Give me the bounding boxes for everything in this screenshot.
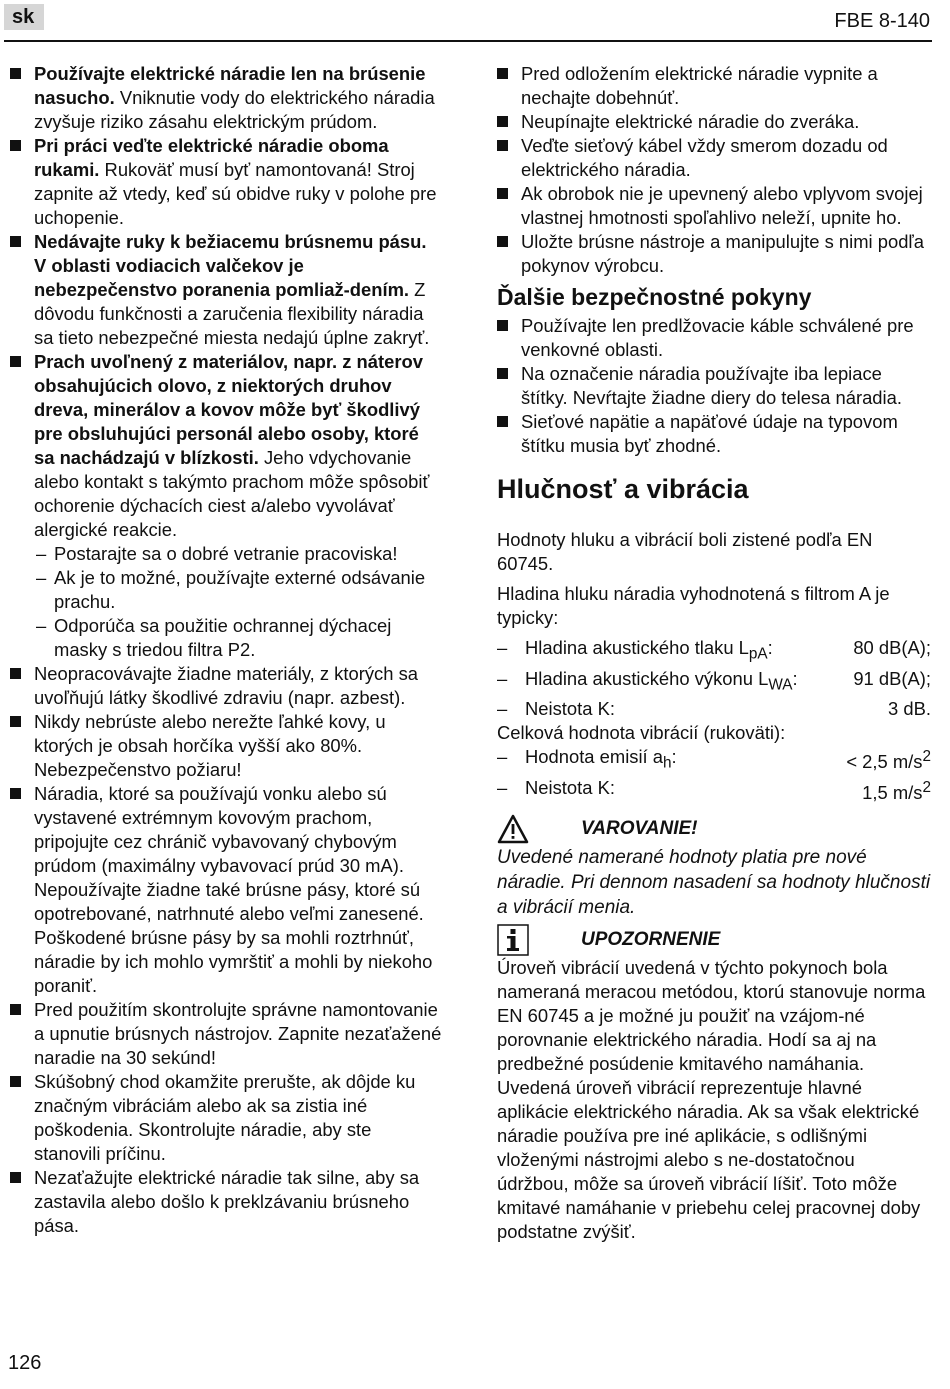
row-value: 80 dB(A); [853, 637, 931, 658]
value-row [497, 667, 931, 698]
header-rule [4, 40, 932, 42]
paragraph: Hladina hluku náradia vyhodnotená s filtrom A je typicky: [497, 583, 890, 628]
list-item: Skúšobný chod okamžite prerušte, ak dôjde ku značným vibráciám alebo ak sa zistia iné poškodenia. Skontrolujte náradie, aby ste stanovili príčinu. [10, 1070, 442, 1166]
list-item: Pred použitím skontrolujte správne namontovanie a upnutie brúsnych nástrojov. Zapnite nezaťažené naradie na 30 sekúnd! [10, 998, 442, 1070]
section-heading-noise: Hlučnosť a vibrácia [497, 474, 749, 504]
model-name: FBE 8-140 [834, 10, 930, 32]
right-column [497, 62, 931, 1244]
row-label: – Hodnota emisií $a_h$: [525, 746, 677, 773]
page-number: 126 [8, 1352, 42, 1374]
row-label: – Hladina akustického tlaku $L_{pA}$: [525, 637, 773, 663]
list-item: Nikdy nebrúste alebo nerežte ľahké kovy, u ktorých je obsah horčíka vyšší ako 80%. Nebezpečenstvo požiaru! [10, 710, 442, 782]
left-column [10, 62, 442, 1238]
list-item: Prach uvoľnený z materiálov, napr. z náterov obsahujúcich olovo, z niektorých druhov dreva, minerálov a kovov môže byť škodlivý pre obsluhujúci personál alebo osoby, ktoré sa nachádzajú v blízkosti. Jeho vdychovanie alebo kontakt s takýmto prachom môže spôsobiť ochorenie dýchacích ciest a/alebo vyvolávať alergické reakcie. [10, 350, 442, 542]
list-item: Sieťové napätie a napäťové údaje na typovom štítku musia byť zhodné. [497, 410, 931, 458]
row-label: – Neistota K: [525, 698, 615, 720]
dash-item: – Odporúča sa použitie ochrannej dýchacej masky s triedou filtra P2. [10, 614, 442, 662]
list-item: Pred odložením elektrické náradie vypnite a nechajte dobehnúť. [497, 62, 931, 110]
row-label: – Hladina akustického výkonu $L_{WA}$: [525, 667, 798, 694]
info-title: UPOZORNENIE [581, 929, 721, 951]
paragraph: Celková hodnota vibrácií (rukoväti): [497, 722, 786, 744]
list-item: Používajte elektrické náradie len na brúsenie nasucho. Vniknutie vody do elektrického náradia zvyšuje riziko zásahu elektrickým prúdom. [10, 62, 442, 134]
info-text: Úroveň vibrácií uvedená v týchto pokynoch bola nameraná meracou metódou, ktorú stanovuje norma EN 60745 a je možné ju použiť na vzájom-né porovnanie elektrického náradia. Hodí sa aj na predbežné posúdenie kmitavého namáhania. Uvedená úroveň vibrácií reprezentuje hlavné aplikácie elektrického náradia. Ak sa však elektrické náradie používa pre iné aplikácie, s odlišnými vloženými nástrojmi alebo s ne-dostatočnou údržbou, môže sa úroveň vibrácií líšiť. Toto môže kmitavé namáhanie v priebehu celej pracovnej doby podstatne zvýšiť. [497, 957, 926, 1243]
info-icon [497, 924, 529, 956]
row-value: < 2,5 $m/s^2$ [846, 748, 931, 773]
row-value: 91 dB(A); [853, 667, 931, 689]
list-item: Veďte sieťový kábel vždy smerom dozadu od elektrického náradia. [497, 134, 931, 182]
list-item: Pri práci veďte elektrické náradie oboma rukami. Rukoväť musí byť namontovaná! Stroj zapnite až vtedy, keď sú obidve ruky v polohe pre uchopenie. [10, 134, 442, 230]
language-tag: sk [4, 4, 44, 30]
warning-title: VAROVANIE! [581, 818, 698, 840]
list-item: Uložte brúsne nástroje a manipulujte s nimi podľa pokynov výrobcu. [497, 230, 931, 278]
warning-header [497, 813, 931, 845]
list-item: Ak obrobok nie je upevnený alebo vplyvom svojej vlastnej hmotnosti spoľahlivo neleží, upnite ho. [497, 182, 931, 230]
list-item: Neopracovávajte žiadne materiály, z ktorých sa uvoľňujú látky škodlivé zdraviu (napr. azbest). [10, 662, 442, 710]
section-heading-safety: Ďalšie bezpečnostné pokyny [497, 284, 812, 310]
value-row [497, 776, 931, 805]
warning-text: Uvedené namerané hodnoty platia pre nové náradie. Pri dennom nasadení sa hodnoty hlučnosti a vibrácií menia. [497, 847, 931, 919]
list-item: Nezaťažujte elektrické náradie tak silne, aby sa zastavila alebo došlo k preklzávaniu brúsneho pása. [10, 1166, 442, 1238]
paragraph: Hodnoty hluku a vibrácií boli zistené podľa EN 60745. [497, 529, 873, 574]
dash-item: – Postarajte sa o dobré vetranie pracoviska! [10, 542, 442, 566]
list-item: Nedávajte ruky k bežiacemu brúsnemu pásu. V oblasti vodiacich valčekov je nebezpečenstvo poranenia pomliaž-dením. Z dôvodu funkčnosti a zaručenia flexibility náradia sa tieto nebezpečné miesta nedajú úplne zakryť. [10, 230, 442, 350]
value-row [497, 697, 931, 721]
row-label: – Neistota K: [525, 777, 615, 799]
list-item: Na označenie náradia používajte iba lepiace štítky. Nevŕtajte žiadne diery do telesa náradia. [497, 362, 931, 410]
list-item: Neupínajte elektrické náradie do zveráka. [497, 110, 931, 134]
list-item: Náradia, ktoré sa používajú vonku alebo sú vystavené extrémnym kovovým prachom, pripojujte cez chránič vybavovaný chybovým prúdom (maximálny vybavovací prúd 30 mA). Nepoužívajte žiadne také brúsne pásy, ktoré sú opotrebované, natrhnuté alebo veľmi zanesené. Poškodené brúsne pásy by sa mohli roztrhnúť, náradie by ich mohlo vymrštiť a mohli by niekoho poraniť. [10, 782, 442, 998]
row-value: 1,5 $m/s^2$ [862, 779, 931, 804]
list-item: Používajte len predlžovacie káble schválené pre venkovné oblasti. [497, 314, 931, 362]
dash-item: – Ak je to možné, používajte externé odsávanie prachu. [10, 566, 442, 614]
row-value: 3 dB. [888, 698, 931, 720]
warning-triangle-icon [497, 813, 529, 845]
value-row [497, 745, 931, 776]
info-header [497, 924, 931, 956]
value-row [497, 636, 931, 667]
